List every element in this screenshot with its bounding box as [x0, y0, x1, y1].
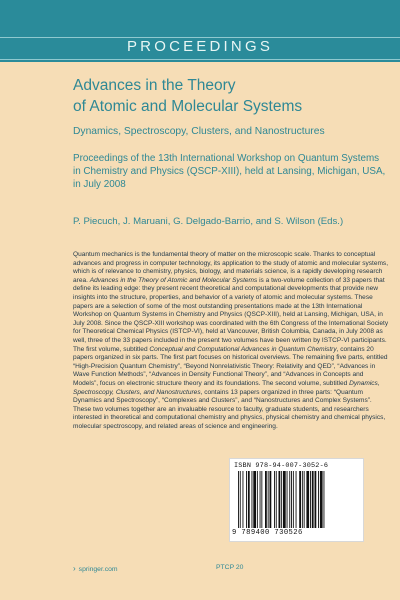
barcode-bar	[299, 471, 301, 528]
barcode-bar	[268, 471, 269, 528]
proceedings-statement	[73, 152, 388, 192]
banner-label: PROCEEDINGS	[126, 38, 274, 55]
barcode-bar	[287, 471, 288, 528]
isbn-barcode	[229, 458, 364, 542]
description-p1-text-b: is a two-volume collection of 33 papers that define its leading edge: they present recent theoretical and computational developments that provide new insights into the structure, properties, and behavior of a variety of atomic and molecular systems. These papers are a selection of some of the most outstanding presentations made at the 13th International Workshop on Quantum Systems in Chemistry and Physics (QSCP-XIII), held at Lansing, Michigan, USA, in July 2008. Since the QSCP-XIII workshop was coordinated with the 6th Congress of the International Society for Theoretical Chemical Physics (ISTCP-VI), held at Vancouver, British Columbia, Canada, in July 2008 as well, three of the 33 papers included in the present two volumes have been written by ISTCP-VI participants.	[73, 276, 389, 344]
description-p1-book-title: Advances in the Theory of Atomic and Molecular Systems	[89, 276, 258, 284]
proceedings-line1: Proceedings of the 13th International Workshop on Quantum Systems	[73, 153, 380, 164]
barcode-bar	[240, 471, 241, 528]
description-p2-text-c: , contains 13 papers organized in three parts: “Quantum Dynamics and Spectroscopy”, “Complexes and Clusters”, and “Nanostructures and Complex Systems”. These two volumes together are an invaluable resource to faculty, graduate students, and researchers interested in theoretical and computational chemistry and physics, physical chemistry and chemical physics, molecular spectroscopy, and related areas of science and engineering.	[73, 388, 386, 430]
barcode-bar	[306, 471, 309, 528]
barcode-bar	[252, 471, 253, 528]
barcode-bar	[248, 471, 250, 528]
barcode-bar	[320, 471, 323, 528]
barcode-bar	[289, 471, 290, 528]
book-title	[73, 75, 373, 117]
barcode-bar	[312, 471, 314, 528]
description-p2-text-a: The first volume, subtitled	[73, 345, 150, 353]
publisher-link[interactable]	[73, 564, 118, 573]
barcode-bar	[315, 471, 317, 528]
description-p2-volume1-title: Conceptual and Computational Advances in Quantum Chemistry	[149, 345, 337, 353]
book-subtitle: Dynamics, Spectroscopy, Clusters, and Nanostructures	[73, 126, 325, 137]
isbn-number: ISBN 978-94-007-3052-6	[234, 462, 329, 470]
barcode-digits: 9 789400 730526	[232, 529, 303, 537]
book-editors: P. Piecuch, J. Maruani, G. Delgado-Barrio, and S. Wilson (Eds.)	[73, 216, 344, 227]
barcode-bar	[279, 471, 281, 528]
description-paragraph-2	[73, 346, 389, 432]
proceedings-line3: in July 2008	[73, 179, 126, 191]
banner-rule-bottom	[0, 59, 400, 60]
description-p2-volume2-title: Dynamics, Spectroscopy, Clusters, and Nanostructures	[73, 379, 380, 396]
description-p1-text-a: Quantum mechanics is the fundamental theory of matter on the microscopic scale. Thanks to conceptual advances and progress in computer technology, its application to the study of atomic and molecular systems, which is of relevance to chemistry, physics, biology, and materials science, is a rapidly developing research area.	[73, 251, 389, 284]
barcode-bar	[253, 471, 256, 528]
description-text	[73, 251, 389, 431]
barcode-bar	[238, 471, 239, 528]
barcode-bar	[310, 471, 311, 528]
barcode-bar	[293, 471, 294, 528]
barcode-bar	[296, 471, 297, 528]
chevron-right-icon: ›	[73, 564, 76, 573]
barcode-bar	[274, 471, 275, 528]
book-title-line2: of Atomic and Molecular Systems	[73, 98, 303, 115]
publisher-link-label: springer.com	[78, 566, 118, 573]
description-p2-text-b: , contains 20 papers organized in six parts. The first part focuses on historical overviews. The remaining five parts, entitled “High-Precision Quantum Chemistry”, “Beyond Nonrelativistic Theory: Relativity and QED”, “Advances in Wave Function Methods”, “Advances in Density Functional Theory”, and “Advances in Concepts and Models”, focus on electronic structure theory and its foundations. The second volume, subtitled	[73, 345, 388, 387]
book-title-line1: Advances in the Theory	[73, 77, 236, 94]
barcode-bar	[261, 471, 262, 528]
barcode-bar	[260, 471, 261, 528]
barcode-bar	[270, 471, 272, 528]
barcode-bar	[283, 471, 286, 528]
barcode-bar	[318, 471, 319, 528]
barcode-bar	[265, 471, 267, 528]
barcode-bar	[281, 471, 282, 528]
barcode-bar	[246, 471, 247, 528]
barcode-bar	[257, 471, 258, 528]
barcode-bar	[276, 471, 277, 528]
description-paragraph-1	[73, 251, 389, 346]
proceedings-line2: in Chemistry and Physics (QSCP-XIII), held at Lansing, Michigan, USA,	[73, 166, 386, 178]
barcode-bar	[324, 471, 325, 528]
barcode-bar	[291, 471, 292, 528]
barcode-bar	[302, 471, 303, 528]
barcode-bar	[243, 471, 244, 528]
barcode-bars	[238, 471, 356, 528]
barcode-bar	[304, 471, 305, 528]
proceedings-banner	[0, 0, 400, 62]
series-code: PTCP 20	[216, 564, 244, 571]
